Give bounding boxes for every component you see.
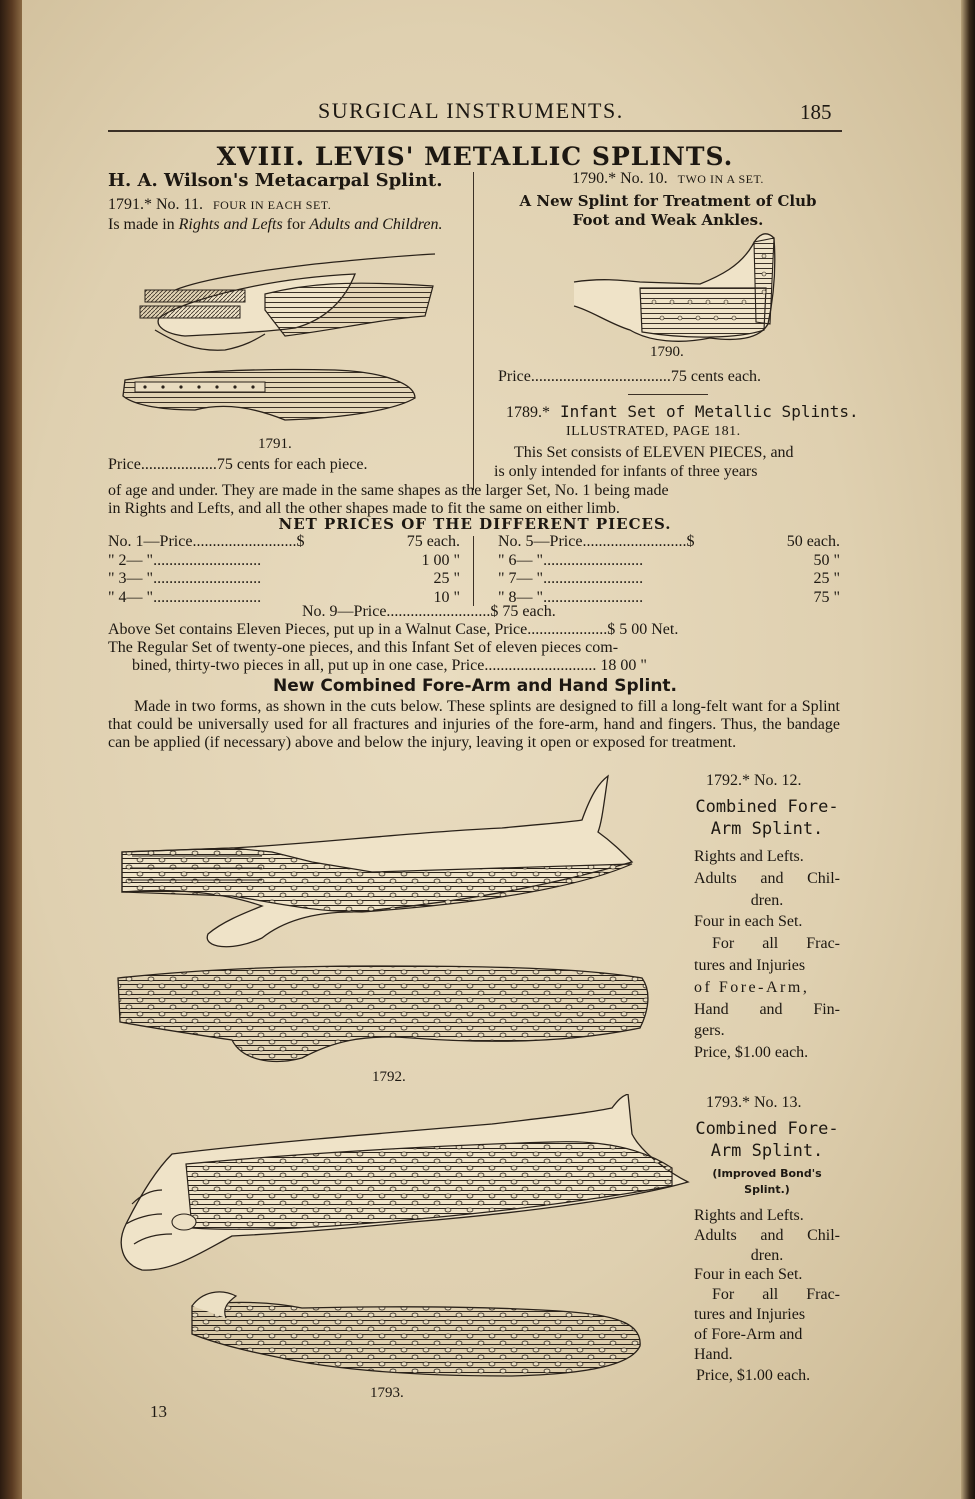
item-1793-price: Price, $1.00 each. (696, 1367, 811, 1384)
price-row-5: No. 5—Price..........................$ 50 each. (498, 533, 840, 550)
page-edge (961, 0, 975, 1499)
net-prices-heading: NET PRICES OF THE DIFFERENT PIECES. (278, 515, 672, 533)
price-row-1: No. 1—Price..........................$ 75 each. (108, 533, 460, 550)
clubfoot-set-note: TWO IN A SET. (677, 172, 764, 186)
figure-label-1793: 1793. (370, 1385, 404, 1401)
price-row-2: " 2— "........................... 1 00 " (108, 551, 460, 569)
infant-catalog: 1789.* (506, 404, 550, 421)
price-table-left (108, 533, 460, 607)
figure-label-1792: 1792. (372, 1069, 406, 1085)
price-row-9: No. 9—Price..........................$ 75 each. (302, 603, 556, 620)
infant-desc-line1: This Set consists of ELEVEN PIECES, and (514, 444, 794, 461)
arm-with-splint-1792 (122, 776, 632, 947)
column-divider (473, 172, 474, 490)
club-foot-splint-figure (570, 226, 780, 346)
wilson-set-note: FOUR IN EACH SET. (212, 198, 332, 212)
regular-set-line2: bined, thirty-two pieces in all, put up in one case, Price............................ 18 00 " (132, 657, 647, 674)
metacarpal-splint (123, 369, 415, 420)
price-row-3: " 3— "........................... 25 " (108, 570, 460, 587)
price-row-6: " 6— "......................... 50 " (498, 551, 840, 569)
signature-mark: 13 (150, 1402, 167, 1421)
page-number: 185 (800, 100, 832, 124)
clubfoot-catalog-line (492, 170, 844, 188)
clubfoot-catalog: 1790.* No. 10. (572, 170, 668, 187)
price-table-divider (473, 536, 474, 606)
price-row-8: " 8— "......................... 75 " (498, 588, 840, 606)
running-title: SURGICAL INSTRUMENTS. (318, 98, 624, 123)
item-1793-catalog: 1793.* No. 13. (706, 1094, 802, 1111)
item-1793-details: Rights and Lefts. Adults and Chil- dren. Four in each Set. For all Frac- tures and Injuries of Fore-Arm and Hand. (694, 1207, 840, 1363)
clubfoot-price: Price...................................75 cents each. (498, 368, 762, 385)
wilson-catalog: 1791.* No. 11. (108, 196, 203, 213)
infant-illustrated: ILLUSTRATED, PAGE 181. (566, 424, 741, 439)
book-binding (0, 0, 22, 1499)
figure-label-1790: 1790. (650, 344, 684, 360)
item-1792-catalog: 1792.* No. 12. (706, 772, 802, 789)
infant-desc-full2: in Rights and Lefts, and all the other shapes made to fit the same on either limb. (108, 500, 620, 517)
item-1792-details: Rights and Lefts. Adults and Chil- dren. Four in each Set. For all Frac- tures and Injuries of Fore-Arm, Hand and Fin- gers. Price, $1.00 each. (694, 846, 840, 1064)
item-1793-improved: (Improved Bond's Splint.) (712, 1167, 822, 1196)
wilson-title: H. A. Wilson's Metacarpal Splint. (108, 170, 443, 191)
infant-title: Infant Set of Metallic Splints. (560, 402, 859, 421)
price-row-7: " 7— "......................... 25 " (498, 570, 840, 587)
clubfoot-title: A New Splint for Treatment of Club Foot and Weak Ankles. (519, 192, 817, 229)
item-1792-price: Price, $1.00 each. (694, 1044, 809, 1062)
forearm-splint-1793-figure (112, 1094, 692, 1384)
forearm-splint-1792-figure (112, 772, 672, 1072)
short-rule (628, 394, 708, 395)
splint-1792 (118, 966, 648, 1061)
header-rule (108, 130, 842, 132)
figure-label-1791: 1791. (258, 436, 292, 452)
arm-with-splint-1793 (121, 1094, 688, 1270)
item-1792-title: Combined Fore- Arm Splint. (695, 797, 839, 839)
combined-paragraph: Made in two forms, as shown in the cuts below. These splints are designed to fill a long-felt want for a Splint that could be universally used for all fractures and injuries of the fore-arm, hand and fingers. Thus, the bandage can be applied (if necessary) above and below the injury, leaving it open or exposed for treatment. (108, 698, 840, 751)
hand-with-splint (140, 254, 435, 350)
price-table-right (498, 533, 840, 607)
splint-1793 (192, 1292, 640, 1376)
infant-heading (506, 402, 859, 422)
wilson-description: Is made in Rights and Lefts for Adults and Children. (108, 216, 443, 233)
regular-set-line1: The Regular Set of twenty-one pieces, and this Infant Set of eleven pieces com- (108, 639, 619, 656)
item-1793-title: Combined Fore- Arm Splint. (695, 1119, 839, 1161)
infant-desc-full1: of age and under. They are made in the same shapes as the larger Set, No. 1 being made (108, 482, 669, 499)
combined-title: New Combined Fore-Arm and Hand Splint. (272, 676, 677, 696)
price-row-4: " 4— "........................... 10 " (108, 588, 460, 606)
section-title: XVIII. LEVIS' METALLIC SPLINTS. (216, 142, 734, 171)
wilson-catalog-line (108, 196, 331, 214)
wilson-price: Price...................75 cents for each piece. (108, 456, 368, 473)
walnut-case-price: Above Set contains Eleven Pieces, put up in a Walnut Case, Price....................$ 5 00 Net. (108, 621, 679, 638)
infant-desc-line2: is only intended for infants of three years (494, 463, 758, 480)
metacarpal-splint-figure (115, 250, 445, 440)
